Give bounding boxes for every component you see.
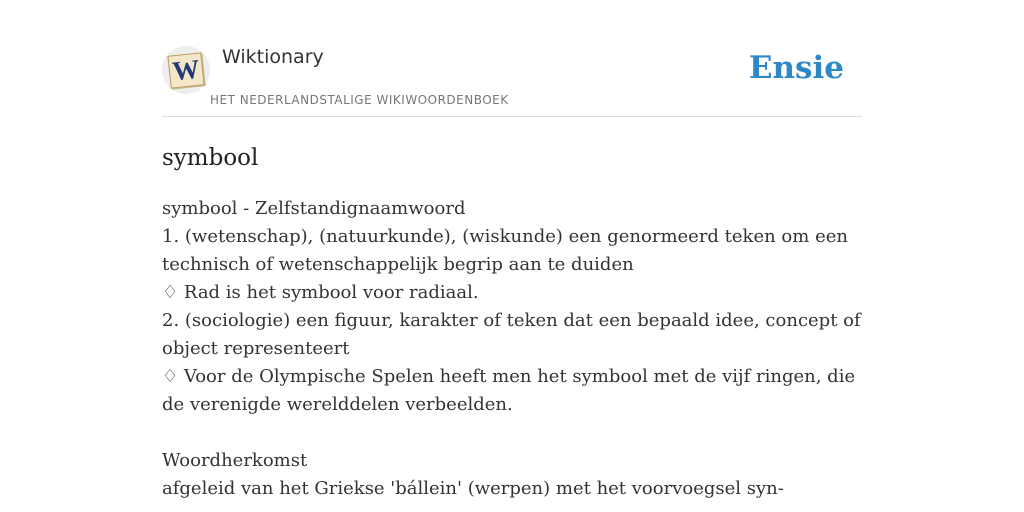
part-of-speech-line: symbool - Zelfstandignaamwoord	[162, 198, 466, 219]
page-title: symbool	[162, 145, 259, 171]
definition-2: 2. (sociologie) een figuur, karakter of teken dat een bepaald idee, concept of object representeert	[162, 310, 861, 359]
page	[162, 0, 862, 503]
section-spacer	[162, 419, 862, 447]
etymology-heading: Woordherkomst	[162, 450, 308, 471]
wiktionary-logo-icon[interactable]	[162, 46, 210, 94]
logo-letter: W	[170, 53, 201, 87]
entry-content	[162, 195, 862, 503]
definition-1: 1. (wetenschap), (natuurkunde), (wiskunde) een genormeerd teken om een technisch of wetenschappelijk begrip aan te duiden	[162, 226, 848, 275]
logo-tile	[167, 52, 204, 88]
site-tagline: HET NEDERLANDSTALIGE WIKIWOORDENBOEK	[210, 93, 509, 107]
example-1: ♢ Rad is het symbool voor radiaal.	[162, 282, 479, 303]
ensie-brand-link[interactable]: Ensie	[748, 50, 844, 86]
site-title[interactable]: Wiktionary	[222, 46, 324, 68]
etymology-text: afgeleid van het Griekse 'bállein' (werpen) met het voorvoegsel syn-	[162, 478, 784, 499]
example-2: ♢ Voor de Olympische Spelen heeft men het symbool met de vijf ringen, die de verenigde werelddelen verbeelden.	[162, 366, 856, 415]
site-header	[162, 0, 862, 117]
